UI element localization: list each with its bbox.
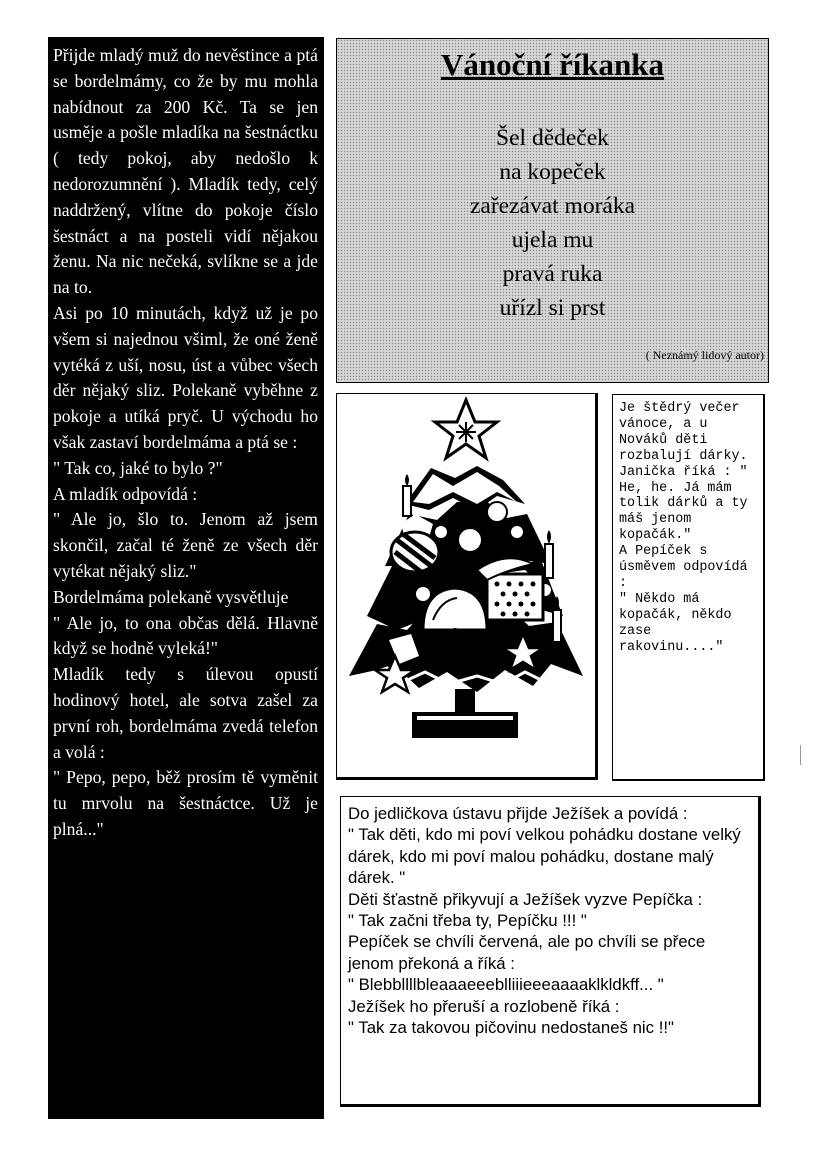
story-paragraph: Ježíšek ho přeruší a rozlobeně říká :: [348, 996, 620, 1016]
story-paragraph: " Tak za takovou pičovinu nedostaneš nic !!": [348, 1018, 674, 1038]
poem-line: uřízl si prst: [499, 295, 606, 321]
poem-lines: [337, 121, 768, 325]
scan-mark: [800, 745, 801, 765]
ornament-icon: [511, 526, 523, 538]
story-paragraph: Bordelmáma polekaně vysvětluje: [53, 586, 289, 607]
story-paragraph: Pepíček se chvíli červená, ale po chvíli se přece jenom překoná a říká :: [348, 932, 706, 973]
poem-line: pravá ruka: [502, 261, 603, 287]
joke-paragraph: Je štědrý večer vánoce, a u Nováků děti rozbalují dárky.: [619, 401, 748, 464]
poem-line: na kopeček: [499, 159, 606, 185]
joke-paragraph: Janička říká : " He, he. Já mám tolik dárků a ty máš jenom kopačák.": [619, 464, 756, 544]
poem-line: Šel dědeček: [496, 125, 609, 151]
poem-title: Vánoční říkanka: [440, 47, 665, 82]
tree-pot: [412, 712, 518, 738]
story-paragraph: Mladík tedy s úlevou opustí hodinový hotel, ale sotva zašel za první roh, bordelmáma zvedá telefon a volá :: [53, 664, 318, 762]
bottom-story-box: [340, 796, 761, 1107]
story-paragraph: " Pepo, pepo, běž prosím tě vyměnit tu mrvolu na šestnáctce. Už je plná...": [53, 767, 318, 839]
joke-paragraph: A Pepíček s úsměvem odpovídá :: [619, 544, 756, 591]
story-paragraph: " Ale jo, to ona občas dělá. Hlavně když se hodně vyleká!": [53, 612, 318, 659]
striped-ornament-icon: [391, 532, 439, 572]
ornament-icon: [487, 502, 507, 522]
left-story-column: [48, 37, 324, 1119]
christmas-tree-icon: [337, 394, 595, 777]
story-paragraph: " Blebbllllbleaaaeeeblliiieeeaaaaklkldkff... ": [348, 975, 664, 995]
candle-icon: [545, 530, 553, 578]
story-paragraph: A mladík odpovídá :: [53, 483, 198, 504]
story-paragraph: " Ale jo, šlo to. Jenom až jsem skončil, začal té ženě ze všech děr vytékat nějaký sliz.": [53, 509, 318, 581]
poem-line: ujela mu: [511, 227, 594, 253]
short-joke-box: [612, 394, 765, 781]
ornament-icon: [435, 526, 447, 538]
ornament-icon: [458, 528, 482, 552]
poem-author: ( Neznámý lidový autor): [645, 348, 764, 362]
christmas-tree-illustration: [336, 393, 598, 780]
poem-line: zařezávat moráka: [469, 193, 636, 219]
story-paragraph: " Tak začni třeba ty, Pepíčku !!! ": [348, 911, 587, 931]
candle-icon: [403, 474, 411, 516]
story-paragraph: " Tak děti, kdo mi poví velkou pohádku dostane velký dárek, kdo mi poví malou pohádku, dostane malý dárek. ": [348, 825, 741, 888]
ornament-icon: [416, 587, 430, 601]
story-paragraph: Přijde mladý muž do nevěstince a ptá se bordelmámy, co že by mu mohla nabídnout za 200 Kč. Ta se jen usměje a pošle mladíka na šestnáctku ( tedy pokoj, aby nedošlo k nedorozumnění ). Mladík tedy, celý naddržený, vlítne do pokoje číslo šestnáct a na posteli vidí nějakou ženu. Na nic nečeká, svlíkne se a jde na to.: [53, 45, 318, 298]
star-icon: [435, 400, 497, 458]
joke-paragraph: " Někdo má kopačák, někdo zase rakovinu....": [619, 591, 740, 655]
story-paragraph: Do jedličkova ústavu přijde Ježíšek a povídá :: [348, 804, 688, 823]
tree-pot-rim: [417, 716, 513, 720]
poem-box: [336, 38, 769, 383]
story-paragraph: " Tak co, jaké to bylo ?": [53, 457, 223, 478]
story-paragraph: Děti šťastně přikyvují a Ježíšek vyzve Pepíčka :: [348, 889, 703, 909]
story-paragraph: Asi po 10 minutách, když už je po všem si najednou všiml, že oné ženě vytéká z uší, nosu, úst a vůbec všech děr nějaký sliz. Polekaně vyběhne z pokoje a utíká pryč. U východu ho však zastaví bordelmáma a ptá se :: [53, 302, 318, 452]
